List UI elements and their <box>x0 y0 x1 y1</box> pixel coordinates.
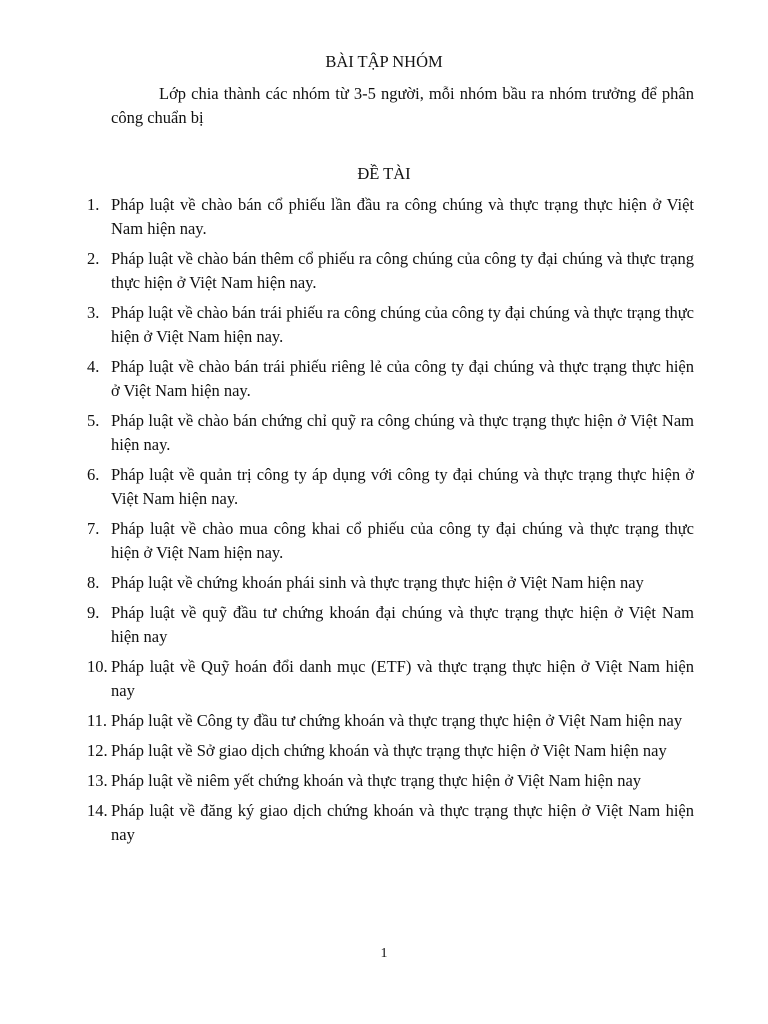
topic-item <box>0 247 694 295</box>
topic-number: 11. <box>87 711 108 730</box>
topic-text: Pháp luật về chào bán chứng chỉ quỹ ra công chúng và thực trạng thực hiện ở Việt Nam hiện nay. <box>111 411 694 454</box>
topic-number: 1. <box>87 195 100 214</box>
intro-paragraph: Lớp chia thành các nhóm từ 3-5 người, mỗi nhóm bầu ra nhóm trưởng để phân công chuẩn bị <box>111 84 694 127</box>
topic-item <box>0 739 694 763</box>
topic-text: Pháp luật về chào bán trái phiếu ra công chúng của công ty đại chúng và thực trạng thực hiện ở Việt Nam hiện nay. <box>111 303 694 346</box>
topic-text: Pháp luật về quỹ đầu tư chứng khoán đại chúng và thực trạng thực hiện ở Việt Nam hiện nay <box>111 603 694 646</box>
topic-number: 14. <box>87 801 108 820</box>
topic-number: 4. <box>87 357 100 376</box>
topic-item <box>0 301 694 349</box>
topic-number: 3. <box>87 303 100 322</box>
topic-item <box>0 769 694 793</box>
topic-list <box>0 193 768 853</box>
topic-item <box>0 517 694 565</box>
topic-text: Pháp luật về chào bán thêm cổ phiếu ra công chúng của công ty đại chúng và thực trạng thực hiện ở Việt Nam hiện nay. <box>111 249 694 292</box>
page-number: 1 <box>380 946 388 961</box>
topic-number: 13. <box>87 771 108 790</box>
topic-text: Pháp luật về Công ty đầu tư chứng khoán và thực trạng thực hiện ở Việt Nam hiện nay <box>111 711 683 730</box>
topic-item <box>0 655 694 703</box>
topic-item <box>0 409 694 457</box>
topic-number: 8. <box>87 573 100 592</box>
topic-number: 7. <box>87 519 100 538</box>
topic-number: 12. <box>87 741 108 760</box>
topic-number: 6. <box>87 465 100 484</box>
topic-number: 5. <box>87 411 100 430</box>
topic-item <box>0 571 694 595</box>
topic-text: Pháp luật về Sở giao dịch chứng khoán và thực trạng thực hiện ở Việt Nam hiện nay <box>111 741 667 760</box>
topic-text: Pháp luật về quản trị công ty áp dụng với công ty đại chúng và thực trạng thực hiện ở Việt Nam hiện nay. <box>111 465 694 508</box>
topic-number: 2. <box>87 249 100 268</box>
topic-item <box>0 355 694 403</box>
topic-item <box>0 193 694 241</box>
topic-text: Pháp luật về đăng ký giao dịch chứng khoán và thực trạng thực hiện ở Việt Nam hiện nay <box>111 801 694 844</box>
topic-number: 9. <box>87 603 100 622</box>
topic-number: 10. <box>87 657 108 676</box>
topic-text: Pháp luật về chứng khoán phái sinh và thực trạng thực hiện ở Việt Nam hiện nay <box>111 573 644 592</box>
topic-item <box>0 709 694 733</box>
topic-item <box>0 601 694 649</box>
topic-text: Pháp luật về chào bán cổ phiếu lần đầu ra công chúng và thực trạng thực hiện ở Việt Nam hiện nay. <box>111 195 694 238</box>
topic-text: Pháp luật về chào mua công khai cổ phiếu của công ty đại chúng và thực trạng thực hiện ở Việt Nam hiện nay. <box>111 519 694 562</box>
topic-text: Pháp luật về chào bán trái phiếu riêng lẻ của công ty đại chúng và thực trạng thực hiện ở Việt Nam hiện nay. <box>111 357 694 400</box>
topic-text: Pháp luật về niêm yết chứng khoán và thực trạng thực hiện ở Việt Nam hiện nay <box>111 771 642 790</box>
topic-item <box>0 463 694 511</box>
document-title: BÀI TẬP NHÓM <box>325 52 443 71</box>
topic-text: Pháp luật về Quỹ hoán đổi danh mục (ETF) và thực trạng thực hiện ở Việt Nam hiện nay <box>111 657 694 700</box>
topic-item <box>0 799 694 847</box>
section-title: ĐỀ TÀI <box>357 164 411 183</box>
